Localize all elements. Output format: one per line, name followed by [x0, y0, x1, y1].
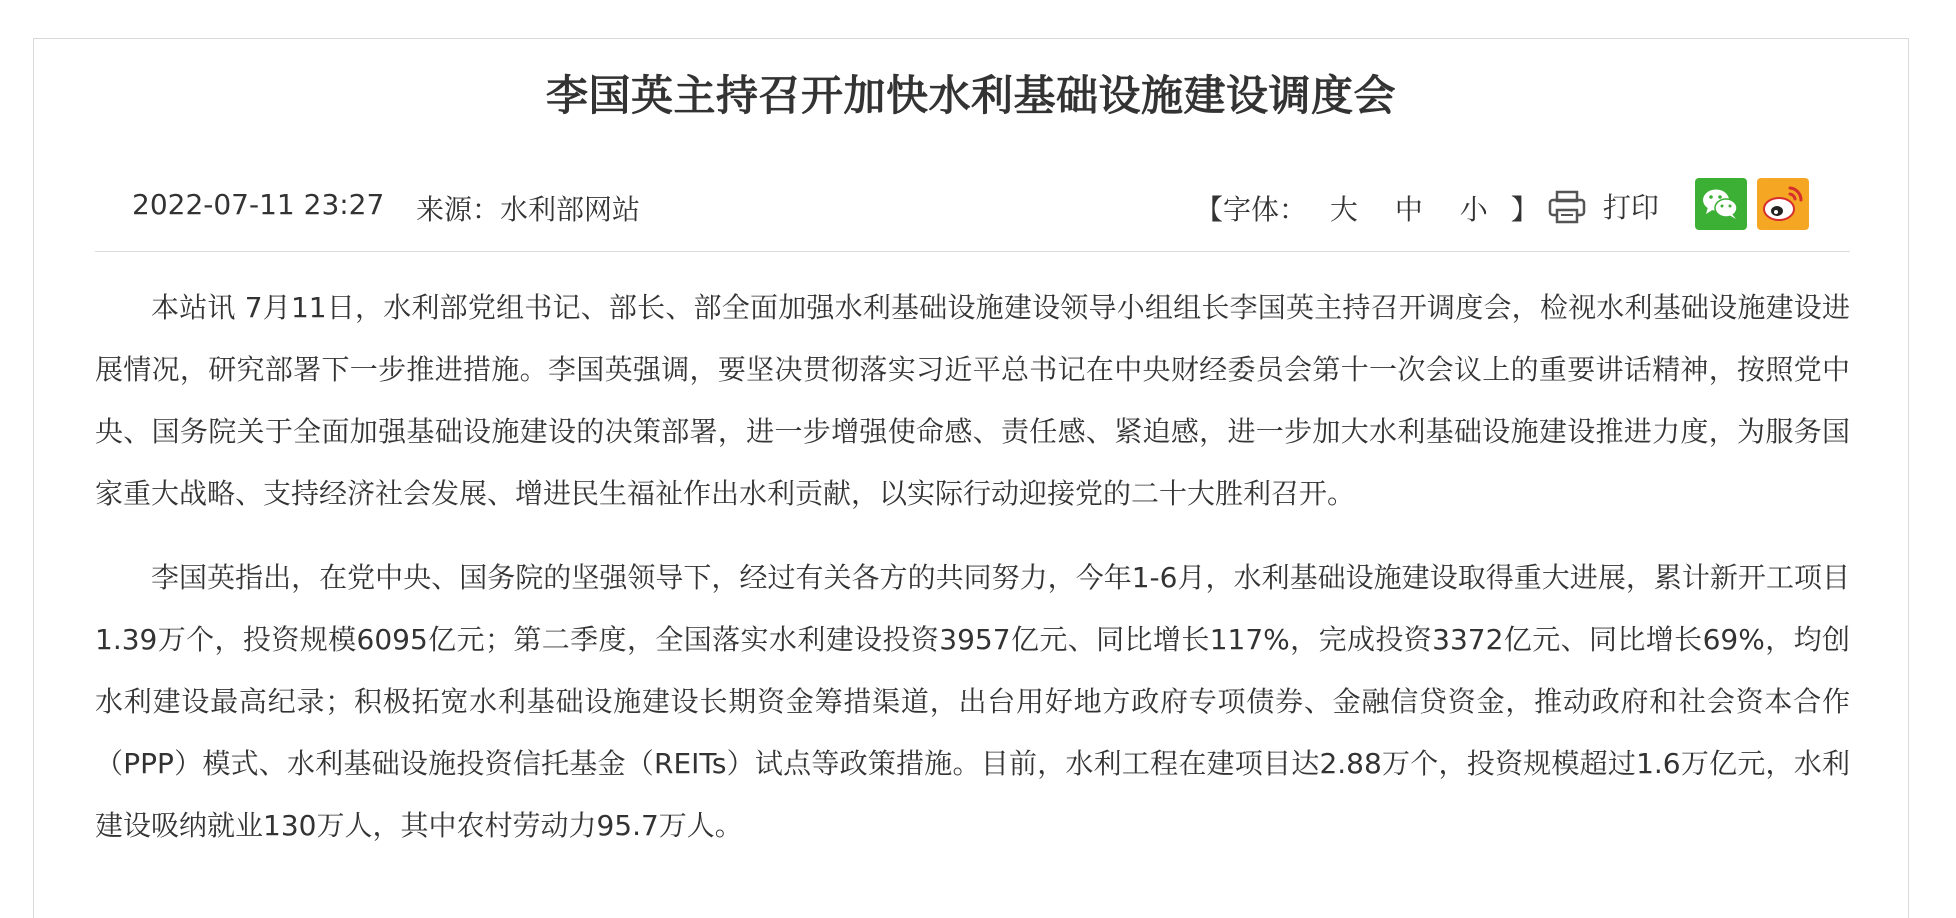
print-button[interactable]	[1548, 186, 1659, 226]
printer-icon	[1548, 191, 1603, 224]
font-size-large-link[interactable]: 大	[1329, 193, 1358, 226]
publish-date: 2022-07-11 23:27	[132, 188, 385, 221]
font-size-selector	[1195, 188, 1539, 228]
article-meta	[0, 178, 1956, 234]
article-paragraph: 本站讯 7月11日，水利部党组书记、部长、部全面加强水利基础设施建设领导小组组长李国英主持召开调度会，检视水利基础设施建设进展情况，研究部署下一步推进措施。李国英强调，要坚决贯彻落实习近平总书记在中央财经委员会第十一次会议上的重要讲话精神，按照党中央、国务院关于全面加强基础设施建设的决策部署，进一步增强使命感、责任感、紧迫感，进一步加大水利基础设施建设推进力度，为服务国家重大战略、支持经济社会发展、增进民生福祉作出水利贡献，以实际行动迎接党的二十大胜利召开。	[95, 291, 1850, 510]
article-title: 李国英主持召开加快水利基础设施建设调度会	[545, 71, 1396, 120]
print-label: 打印	[1602, 191, 1659, 224]
wechat-icon	[1695, 215, 1747, 234]
font-size-medium-link[interactable]: 中	[1394, 193, 1423, 226]
weibo-share-button[interactable]	[1757, 178, 1809, 230]
weibo-icon	[1757, 215, 1809, 234]
wechat-share-button[interactable]	[1695, 178, 1747, 230]
font-size-small-link[interactable]: 小	[1459, 193, 1488, 226]
header-divider	[95, 251, 1850, 252]
font-size-suffix: 】	[1510, 193, 1539, 226]
article-paragraph: 李国英指出，在党中央、国务院的坚强领导下，经过有关各方的共同努力，今年1-6月，水利基础设施建设取得重大进展，累计新开工项目1.39万个，投资规模6095亿元；第二季度，全国落实水利建设投资3957亿元、同比增长117%，完成投资3372亿元、同比增长69%，均创水利建设最高纪录；积极拓宽水利基础设施建设长期资金筹措渠道，出台用好地方政府专项债券、金融信贷资金，推动政府和社会资本合作（PPP）模式、水利基础设施投资信托基金（REITs）试点等政策措施。目前，水利工程在建项目达2.88万个，投资规模超过1.6万亿元，水利建设吸纳就业130万人，其中农村劳动力95.7万人。	[95, 561, 1850, 842]
font-size-prefix: 【字体：	[1195, 193, 1308, 226]
article-source: 来源：水利部网站	[416, 193, 641, 226]
article-body	[95, 277, 1850, 879]
